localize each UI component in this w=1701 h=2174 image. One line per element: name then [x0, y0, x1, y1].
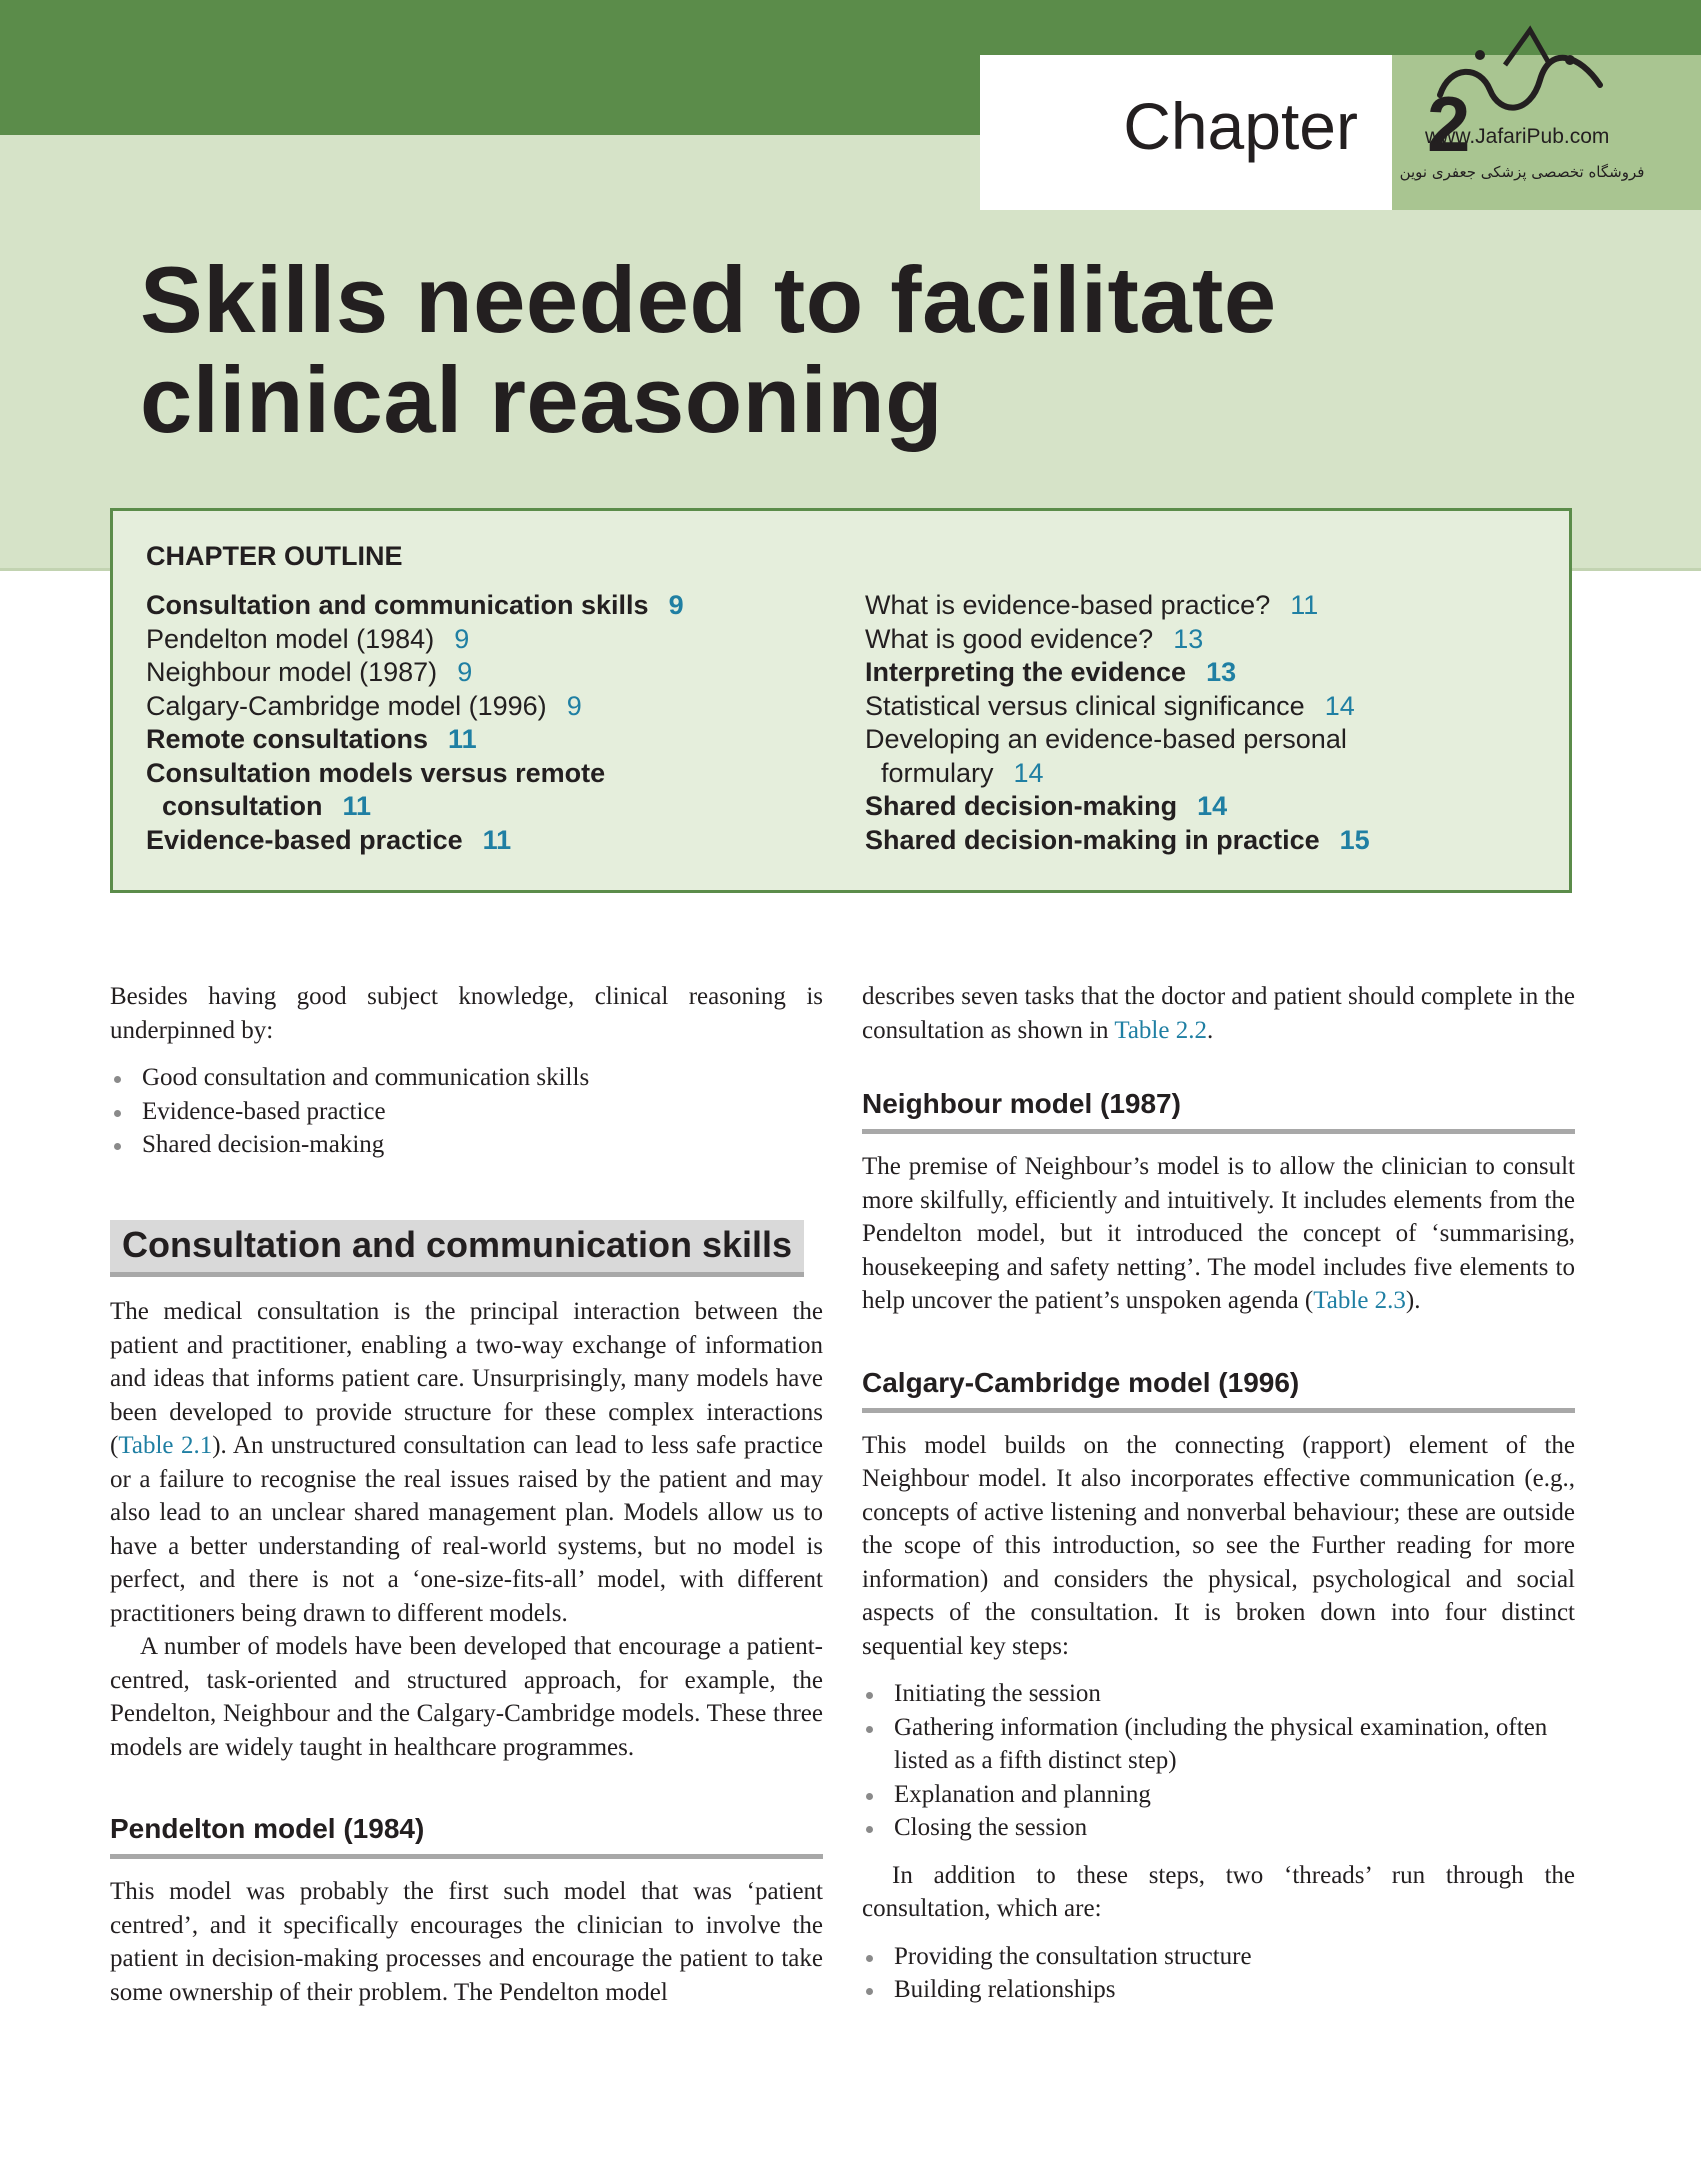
- outline-item[interactable]: Interpreting the evidence 13: [865, 657, 1237, 687]
- models-paragraph: A number of models have been developed that encourage a patient-centred, task-oriented and structured approach, for example, the Pendelton, Neighbour and the Calgary-Cambridge models. These three models are widely taught in healthcare programmes.: [110, 1633, 823, 1761]
- outline-item[interactable]: Evidence-based practice 11: [146, 824, 512, 855]
- outline-item[interactable]: Pendelton model (1984) 9: [146, 623, 470, 654]
- watermark-text: فروشگاه تخصصی پزشکی جعفری نوین: [1399, 163, 1645, 181]
- outline-item[interactable]: Consultation and communication skills 9: [146, 590, 684, 620]
- table-link[interactable]: Table 2.1: [118, 1432, 213, 1459]
- chapter-label-box: [980, 55, 1392, 210]
- pendelton-heading: Pendelton model (1984): [110, 1812, 823, 1859]
- outline-item-continued[interactable]: formulary 14: [881, 757, 1044, 788]
- list-item: Building relationships: [862, 1973, 1575, 2007]
- outline-item[interactable]: Remote consultations 11: [146, 724, 477, 754]
- outline-item[interactable]: Developing an evidence-based personal: [865, 724, 1347, 754]
- outline-item[interactable]: Shared decision-making in practice 15: [865, 824, 1370, 855]
- pendelton-continued-paragraph: describes seven tasks that the doctor and patient should complete in the consultation as shown in Table 2.2.: [862, 983, 1576, 1044]
- bullet-icon: [866, 1955, 873, 1962]
- outline-item[interactable]: Statistical versus clinical significance 14: [865, 690, 1355, 721]
- list-item: Providing the consultation structure: [862, 1940, 1575, 1974]
- bullet-icon: [866, 1793, 873, 1800]
- calgary-heading: Calgary-Cambridge model (1996): [862, 1366, 1575, 1413]
- outline-item[interactable]: What is good evidence? 13: [865, 623, 1204, 654]
- watermark-logo-icon: [1420, 25, 1620, 125]
- intro-bullet-list: [110, 1061, 823, 1162]
- bullet-icon: [866, 1726, 873, 1733]
- list-item: Gathering information (including the physical examination, often listed as a fifth distinct step): [862, 1711, 1575, 1778]
- section-heading-box: [110, 1220, 804, 1278]
- right-column: [862, 980, 1575, 2007]
- page-title: [140, 247, 1277, 452]
- chapter-outline: [110, 508, 1572, 893]
- threads-paragraph: In addition to these steps, two ‘threads’ run through the consultation, which are:: [862, 1861, 1575, 1922]
- list-item: Explanation and planning: [862, 1778, 1575, 1812]
- outline-left-column: [146, 589, 684, 857]
- outline-right-column: [865, 589, 1370, 857]
- outline-heading: CHAPTER OUTLINE: [146, 541, 403, 571]
- list-item: Initiating the session: [862, 1677, 1575, 1711]
- page-title-line2: clinical reasoning: [140, 347, 944, 452]
- outline-item[interactable]: Shared decision-making 14: [865, 791, 1228, 821]
- bullet-icon: [114, 1110, 121, 1117]
- bullet-icon: [866, 1826, 873, 1833]
- chapter-label: Chapter: [1123, 89, 1358, 163]
- bullet-icon: [866, 1692, 873, 1699]
- watermark-url: www.JafariPub.com: [1425, 125, 1610, 148]
- list-item: Shared decision-making: [110, 1128, 823, 1162]
- neighbour-paragraph: The premise of Neighbour’s model is to allow the clinician to consult more skilfully, efficiently and intuitively. It includes elements from the Pendelton model, but it introduced the concept of ‘summarising, housekeeping and safety netting’. The model includes five elements to help uncover the patient’s unspoken agenda (Table 2.3).: [862, 1153, 1575, 1314]
- list-item: Evidence-based practice: [110, 1095, 823, 1129]
- chapter-number: 2: [1427, 80, 1471, 168]
- outline-item[interactable]: Neighbour model (1987) 9: [146, 657, 473, 687]
- bullet-icon: [114, 1076, 121, 1083]
- bullet-icon: [114, 1143, 121, 1150]
- outline-item-continued[interactable]: consultation 11: [162, 791, 372, 821]
- bullet-icon: [866, 1988, 873, 1995]
- list-item: Closing the session: [862, 1811, 1575, 1845]
- neighbour-heading: Neighbour model (1987): [862, 1087, 1575, 1134]
- steps-list: [862, 1677, 1575, 1845]
- table-link[interactable]: Table 2.3: [1313, 1287, 1406, 1314]
- pendelton-paragraph: This model was probably the first such model that was ‘patient centred’, and it specifically encourages the clinician to involve the patient in decision-making processes and encourage the patient to take some ownership of their problem. The Pendelton model: [110, 1878, 823, 2006]
- calgary-paragraph: This model builds on the connecting (rapport) element of the Neighbour model. It also incorporates effective communication (e.g., concepts of active listening and nonverbal behaviour; these are outside the scope of this introduction, so see the Further reading for more information) and considers the physical, psychological and social aspects of the consultation. It is broken down into four distinct sequential key steps:: [862, 1431, 1575, 1660]
- outline-item[interactable]: What is evidence-based practice? 11: [865, 590, 1319, 620]
- left-column: [110, 980, 823, 2009]
- outline-item[interactable]: Calgary-Cambridge model (1996) 9: [146, 690, 582, 721]
- threads-list: [862, 1940, 1575, 2007]
- section-heading: Consultation and communication skills: [122, 1223, 793, 1265]
- table-link[interactable]: Table 2.2: [1114, 1016, 1207, 1044]
- page-title-line1: Skills needed to facilitate: [140, 247, 1277, 352]
- outline-item[interactable]: Consultation models versus remote: [146, 757, 606, 788]
- consultation-paragraph: The medical consultation is the principal interaction between the patient and practitioner, enabling a two-way exchange of information and ideas that informs patient care. Unsurprisingly, many models have been developed to provide structure for these complex interactions (Table 2.1). An unstructured consultation can lead to less safe practice or a failure to recognise the real issues raised by the patient and may also lead to an unclear shared management plan. Models allow us to have a better understanding of real-world systems, but no model is perfect, and there is not a ‘one-size-fits-all’ model, with different practitioners being drawn to different models.: [110, 1298, 823, 1627]
- intro-paragraph: Besides having good subject knowledge, clinical reasoning is underpinned by:: [110, 983, 823, 1044]
- list-item: Good consultation and communication skills: [110, 1061, 823, 1095]
